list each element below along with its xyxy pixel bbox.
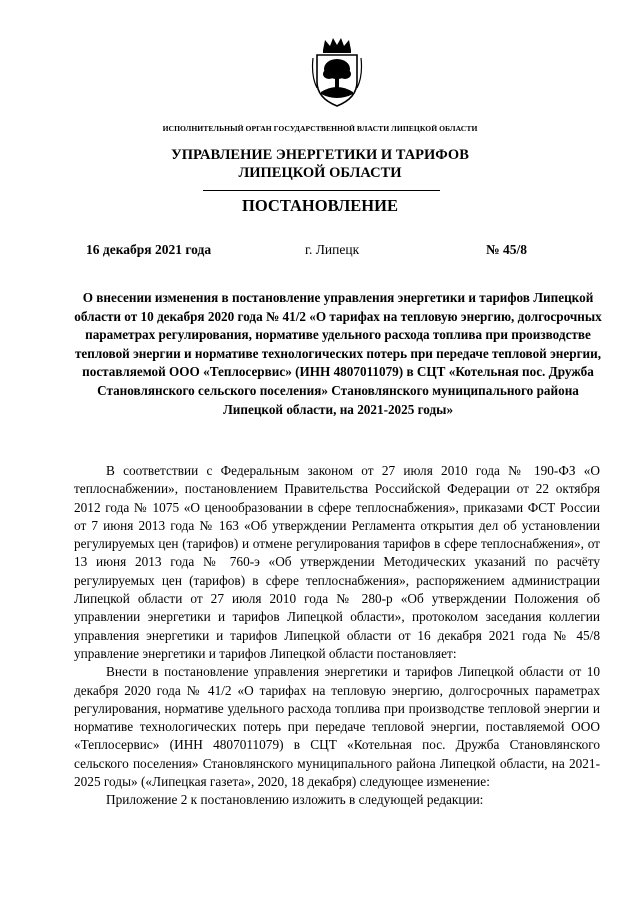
coat-of-arms-icon: [311, 36, 363, 108]
paragraph-amendment: Внести в постановление управления энергетики и тарифов Липецкой области от 10 декабря 2020 года № 41/2 «О тарифах на тепловую энергию, долгосрочных параметрах регулирования, нормативе удельного расхода топлива при производстве тепловой энергии и нормативе технологических потерь при передаче тепловой энергии, поставляемой ООО «Теплосервис» (ИНН 4807011079) в СЦТ «Котельная пос. Дружба Становлянского сельского поселения» Становлянского муниципального района Липецкой области, на 2021-2025 годы» («Липецкая газета», 2020, 18 декабря) следующее изменение:: [74, 664, 600, 790]
document-date: 16 декабря 2021 года: [86, 242, 212, 257]
department-name: [0, 146, 640, 182]
paragraph-preamble: В соответствии с Федеральным законом от 27 июля 2010 года № 190-ФЗ «О теплоснабжении», постановлением Правительства Российской Федерации от 22 октября 2012 года № 1075 «О ценообразовании в сфере теплоснабжения», приказами ФСТ России от 7 июня 2013 года № 163 «Об утверждении Регламента открытия дел об установлении регулируемых цен (тарифов) и отмене регулирования тарифов в сфере теплоснабжения», от 13 июня 2013 года № 760-э «Об утверждении Методических указаний по расчёту регулируемых цен (тарифов) в сфере теплоснабжения», распоряжением администрации Липецкой области от 27 июля 2010 года № 280-р «Об утверждении Положения об управлении энергетики и тарифов Липецкой области», протоколом заседания коллегии управления энергетики и тарифов Липецкой области от 16 декабря 2021 года № 45/8 управление энергетики и тарифов Липецкой области постановляет:: [74, 463, 600, 661]
department-line-2: ЛИПЕЦКОЙ ОБЛАСТИ: [238, 165, 402, 181]
document-city: г. Липецк: [305, 242, 360, 257]
document-number: № 45/8: [486, 242, 527, 257]
paragraph-appendix: Приложение 2 к постановлению изложить в следующей редакции:: [106, 792, 484, 808]
department-line-1: УПРАВЛЕНИЕ ЭНЕРГЕТИКИ И ТАРИФОВ: [171, 147, 469, 163]
document-body: [74, 462, 600, 810]
issuing-authority: ИСПОЛНИТЕЛЬНЫЙ ОРГАН ГОСУДАРСТВЕННОЙ ВЛАСТИ ЛИПЕЦКОЙ ОБЛАСТИ: [162, 124, 478, 133]
header-divider: [203, 190, 440, 191]
document-title: О внесении изменения в постановление управления энергетики и тарифов Липецкой области от 10 декабря 2020 года № 41/2 «О тарифах на тепловую энергию, долгосрочных параметрах регулирования, нормативе удельного расхода топлива при производстве тепловой энергии и нормативе технологических потерь при передаче тепловой энергии, поставляемой ООО «Теплосервис» (ИНН 4807011079) в СЦТ «Котельная пос. Дружба Становлянского сельского поселения» Становлянского муниципального района Липецкой области, на 2021-2025 годы»: [74, 290, 602, 417]
document-type: ПОСТАНОВЛЕНИЕ: [242, 196, 398, 215]
